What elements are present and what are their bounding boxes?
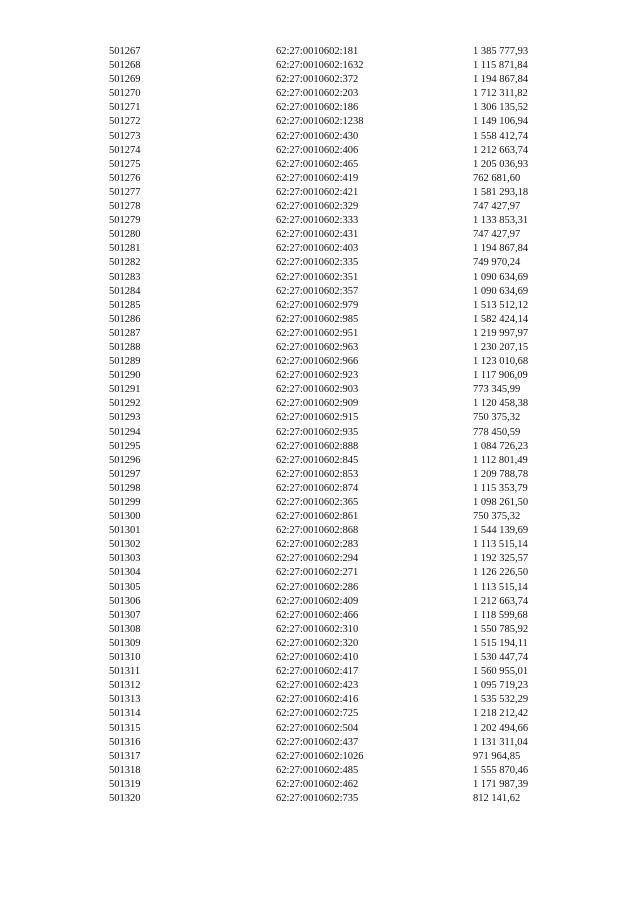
cadastral-value: 1 581 293,18 <box>473 186 529 198</box>
cadastral-number: 62:27:0010602:410 <box>276 652 359 664</box>
cadastral-number: 62:27:0010602:485 <box>276 764 359 776</box>
record-number: 501285 <box>109 299 141 311</box>
record-number: 501272 <box>109 116 141 128</box>
cadastral-value: 1 171 987,39 <box>473 778 529 790</box>
cadastral-value: 1 090 634,69 <box>473 271 529 283</box>
record-number: 501270 <box>109 88 141 100</box>
record-number: 501276 <box>109 172 141 184</box>
record-number: 501291 <box>109 384 141 396</box>
cadastral-value: 1 098 261,50 <box>473 497 529 508</box>
table-row <box>109 679 593 693</box>
cadastral-number: 62:27:0010602:915 <box>276 412 359 424</box>
record-number: 501313 <box>109 694 141 706</box>
cadastral-number: 62:27:0010602:923 <box>276 370 359 382</box>
cadastral-number: 62:27:0010602:504 <box>276 722 359 734</box>
record-number: 501283 <box>109 271 141 283</box>
table-row <box>109 242 593 256</box>
cadastral-value: 1 149 106,94 <box>473 116 529 128</box>
record-number: 501294 <box>109 426 141 438</box>
table-row <box>109 327 593 341</box>
record-number: 501267 <box>109 46 141 57</box>
record-number: 501282 <box>109 257 141 269</box>
record-number: 501278 <box>109 201 141 213</box>
table-row <box>109 130 593 144</box>
table-row <box>109 722 593 736</box>
cadastral-value: 1 219 997,97 <box>473 327 529 339</box>
record-number: 501315 <box>109 722 141 734</box>
cadastral-value: 1 113 515,14 <box>473 581 528 593</box>
record-number: 501301 <box>109 525 141 537</box>
cadastral-number: 62:27:0010602:406 <box>276 144 359 156</box>
table-row <box>109 172 593 186</box>
cadastral-value: 1 090 634,69 <box>473 285 529 297</box>
cadastral-value: 1 202 494,66 <box>473 722 529 734</box>
cadastral-number: 62:27:0010602:888 <box>276 440 359 452</box>
cadastral-value: 1 095 719,23 <box>473 680 529 692</box>
cadastral-number: 62:27:0010602:203 <box>276 88 359 100</box>
cadastral-number: 62:27:0010602:357 <box>276 285 359 297</box>
cadastral-value: 1 712 311,82 <box>473 88 528 100</box>
table-row <box>109 87 593 101</box>
cadastral-value: 762 681,60 <box>473 172 521 184</box>
table-row <box>109 341 593 355</box>
cadastral-value: 971 964,85 <box>473 750 521 762</box>
record-number: 501304 <box>109 567 141 579</box>
cadastral-value: 1 120 458,38 <box>473 398 529 410</box>
cadastral-number: 62:27:0010602:286 <box>276 581 359 593</box>
cadastral-value: 1 115 353,79 <box>473 482 528 494</box>
cadastral-value: 1 513 512,12 <box>473 299 529 311</box>
cadastral-value: 1 194 867,84 <box>473 74 529 86</box>
cadastral-value: 747 427,97 <box>473 201 521 213</box>
cadastral-number: 62:27:0010602:1026 <box>276 750 364 762</box>
table-row <box>109 186 593 200</box>
record-number: 501316 <box>109 736 141 748</box>
cadastral-value: 1 530 447,74 <box>473 652 529 664</box>
cadastral-number: 62:27:0010602:861 <box>276 511 359 523</box>
cadastral-number: 62:27:0010602:1632 <box>276 60 364 72</box>
table-row <box>109 45 593 59</box>
table-row <box>109 271 593 285</box>
record-number: 501281 <box>109 243 141 255</box>
cadastral-value: 1 112 801,49 <box>473 454 528 466</box>
record-number: 501318 <box>109 764 141 776</box>
cadastral-number: 62:27:0010602:320 <box>276 637 359 649</box>
record-number: 501310 <box>109 652 141 664</box>
table-row <box>109 552 593 566</box>
record-number: 501269 <box>109 74 141 86</box>
record-number: 501303 <box>109 553 141 565</box>
cadastral-number: 62:27:0010602:966 <box>276 356 359 368</box>
table-row <box>109 299 593 313</box>
table-row <box>109 214 593 228</box>
cadastral-value: 1 218 212,42 <box>473 708 529 720</box>
table-row <box>109 750 593 764</box>
cadastral-number: 62:27:0010602:909 <box>276 398 359 410</box>
cadastral-value: 1 212 663,74 <box>473 595 529 607</box>
cadastral-value: 1 544 139,69 <box>473 525 529 537</box>
table-row <box>109 101 593 115</box>
table-row <box>109 256 593 270</box>
table-row <box>109 581 593 595</box>
cadastral-value: 1 385 777,93 <box>473 46 529 57</box>
cadastral-number: 62:27:0010602:271 <box>276 567 359 579</box>
cadastral-value: 778 450,59 <box>473 426 521 438</box>
cadastral-number: 62:27:0010602:409 <box>276 595 359 607</box>
table-row <box>109 496 593 510</box>
cadastral-number: 62:27:0010602:403 <box>276 243 359 255</box>
cadastral-value: 1 131 311,04 <box>473 736 528 748</box>
cadastral-number: 62:27:0010602:979 <box>276 299 359 311</box>
table-row <box>109 693 593 707</box>
table-row <box>109 566 593 580</box>
cadastral-value: 1 118 599,68 <box>473 609 528 621</box>
data-table <box>109 45 593 806</box>
table-row <box>109 651 593 665</box>
record-number: 501298 <box>109 482 141 494</box>
record-number: 501295 <box>109 440 141 452</box>
record-number: 501268 <box>109 60 141 72</box>
cadastral-value: 750 375,32 <box>473 412 521 424</box>
cadastral-number: 62:27:0010602:951 <box>276 327 359 339</box>
table-row <box>109 609 593 623</box>
table-row <box>109 792 593 806</box>
cadastral-number: 62:27:0010602:935 <box>276 426 359 438</box>
cadastral-number: 62:27:0010602:416 <box>276 694 359 706</box>
table-row <box>109 200 593 214</box>
record-number: 501273 <box>109 130 141 142</box>
record-number: 501307 <box>109 609 141 621</box>
table-row <box>109 115 593 129</box>
cadastral-number: 62:27:0010602:853 <box>276 468 359 480</box>
record-number: 501289 <box>109 356 141 368</box>
table-row <box>109 623 593 637</box>
table-row <box>109 144 593 158</box>
table-row <box>109 285 593 299</box>
table-row <box>109 454 593 468</box>
cadastral-value: 1 115 871,84 <box>473 60 528 72</box>
record-number: 501286 <box>109 313 141 325</box>
cadastral-number: 62:27:0010602:868 <box>276 525 359 537</box>
record-number: 501312 <box>109 680 141 692</box>
table-row <box>109 158 593 172</box>
cadastral-value: 1 582 424,14 <box>473 313 529 325</box>
cadastral-value: 1 558 412,74 <box>473 130 529 142</box>
table-row <box>109 59 593 73</box>
cadastral-number: 62:27:0010602:421 <box>276 186 359 198</box>
cadastral-number: 62:27:0010602:310 <box>276 623 359 635</box>
table-row <box>109 355 593 369</box>
cadastral-value: 1 209 788,78 <box>473 468 529 480</box>
table-row <box>109 383 593 397</box>
table-row <box>109 595 593 609</box>
record-number: 501274 <box>109 144 141 156</box>
cadastral-number: 62:27:0010602:462 <box>276 778 359 790</box>
record-number: 501308 <box>109 623 141 635</box>
record-number: 501302 <box>109 539 141 551</box>
record-number: 501284 <box>109 285 141 297</box>
record-number: 501300 <box>109 511 141 523</box>
cadastral-number: 62:27:0010602:329 <box>276 201 359 213</box>
table-row <box>109 736 593 750</box>
cadastral-value: 1 126 226,50 <box>473 567 529 579</box>
record-number: 501320 <box>109 792 141 804</box>
record-number: 501280 <box>109 229 141 241</box>
table-row <box>109 482 593 496</box>
record-number: 501293 <box>109 412 141 424</box>
record-number: 501292 <box>109 398 141 410</box>
cadastral-value: 747 427,97 <box>473 229 521 241</box>
cadastral-number: 62:27:0010602:430 <box>276 130 359 142</box>
cadastral-value: 1 192 325,57 <box>473 553 529 565</box>
record-number: 501277 <box>109 186 141 198</box>
cadastral-value: 1 515 194,11 <box>473 637 528 649</box>
record-number: 501299 <box>109 497 141 508</box>
table-row <box>109 665 593 679</box>
cadastral-number: 62:27:0010602:725 <box>276 708 359 720</box>
cadastral-number: 62:27:0010602:365 <box>276 497 359 508</box>
cadastral-value: 750 375,32 <box>473 511 521 523</box>
record-number: 501319 <box>109 778 141 790</box>
cadastral-value: 749 970,24 <box>473 257 521 269</box>
cadastral-value: 1 212 663,74 <box>473 144 529 156</box>
cadastral-value: 1 123 010,68 <box>473 356 529 368</box>
record-number: 501306 <box>109 595 141 607</box>
cadastral-value: 812 141,62 <box>473 792 521 804</box>
table-row <box>109 228 593 242</box>
cadastral-number: 62:27:0010602:437 <box>276 736 359 748</box>
cadastral-number: 62:27:0010602:423 <box>276 680 359 692</box>
cadastral-number: 62:27:0010602:372 <box>276 74 359 86</box>
record-number: 501288 <box>109 341 141 353</box>
cadastral-number: 62:27:0010602:735 <box>276 792 359 804</box>
table-row <box>109 510 593 524</box>
cadastral-number: 62:27:0010602:186 <box>276 102 359 114</box>
cadastral-number: 62:27:0010602:294 <box>276 553 359 565</box>
table-row <box>109 369 593 383</box>
table-row <box>109 778 593 792</box>
record-number: 501290 <box>109 370 141 382</box>
record-number: 501305 <box>109 581 141 593</box>
cadastral-number: 62:27:0010602:351 <box>276 271 359 283</box>
cadastral-value: 1 535 532,29 <box>473 694 529 706</box>
record-number: 501314 <box>109 708 141 720</box>
table-row <box>109 313 593 327</box>
cadastral-number: 62:27:0010602:333 <box>276 215 359 227</box>
cadastral-number: 62:27:0010602:963 <box>276 341 359 353</box>
record-number: 501279 <box>109 215 141 227</box>
cadastral-number: 62:27:0010602:283 <box>276 539 359 551</box>
cadastral-value: 1 133 853,31 <box>473 215 529 227</box>
cadastral-value: 1 306 135,52 <box>473 102 529 114</box>
record-number: 501311 <box>109 666 141 678</box>
table-row <box>109 440 593 454</box>
cadastral-value: 1 113 515,14 <box>473 539 528 551</box>
cadastral-value: 1 560 955,01 <box>473 666 529 678</box>
record-number: 501297 <box>109 468 141 480</box>
table-row <box>109 468 593 482</box>
cadastral-number: 62:27:0010602:419 <box>276 172 359 184</box>
record-number: 501275 <box>109 158 141 170</box>
table-row <box>109 426 593 440</box>
table-row <box>109 397 593 411</box>
cadastral-number: 62:27:0010602:465 <box>276 158 359 170</box>
cadastral-number: 62:27:0010602:417 <box>276 666 359 678</box>
cadastral-number: 62:27:0010602:335 <box>276 257 359 269</box>
cadastral-number: 62:27:0010602:903 <box>276 384 359 396</box>
cadastral-number: 62:27:0010602:845 <box>276 454 359 466</box>
record-number: 501296 <box>109 454 141 466</box>
table-row <box>109 637 593 651</box>
cadastral-value: 1 230 207,15 <box>473 341 529 353</box>
table-row <box>109 764 593 778</box>
cadastral-value: 1 084 726,23 <box>473 440 529 452</box>
cadastral-number: 62:27:0010602:985 <box>276 313 359 325</box>
cadastral-number: 62:27:0010602:1238 <box>276 116 364 128</box>
table-row <box>109 524 593 538</box>
cadastral-number: 62:27:0010602:874 <box>276 482 359 494</box>
cadastral-number: 62:27:0010602:181 <box>276 46 359 57</box>
cadastral-number: 62:27:0010602:431 <box>276 229 359 241</box>
cadastral-value: 1 194 867,84 <box>473 243 529 255</box>
record-number: 501309 <box>109 637 141 649</box>
record-number: 501287 <box>109 327 141 339</box>
table-row <box>109 538 593 552</box>
cadastral-value: 1 550 785,92 <box>473 623 529 635</box>
cadastral-value: 1 117 906,09 <box>473 370 528 382</box>
table-row <box>109 73 593 87</box>
cadastral-value: 773 345,99 <box>473 384 521 396</box>
table-row <box>109 411 593 425</box>
cadastral-number: 62:27:0010602:466 <box>276 609 359 621</box>
record-number: 501317 <box>109 750 141 762</box>
cadastral-value: 1 205 036,93 <box>473 158 529 170</box>
record-number: 501271 <box>109 102 141 114</box>
table-row <box>109 707 593 721</box>
cadastral-value: 1 555 870,46 <box>473 764 529 776</box>
